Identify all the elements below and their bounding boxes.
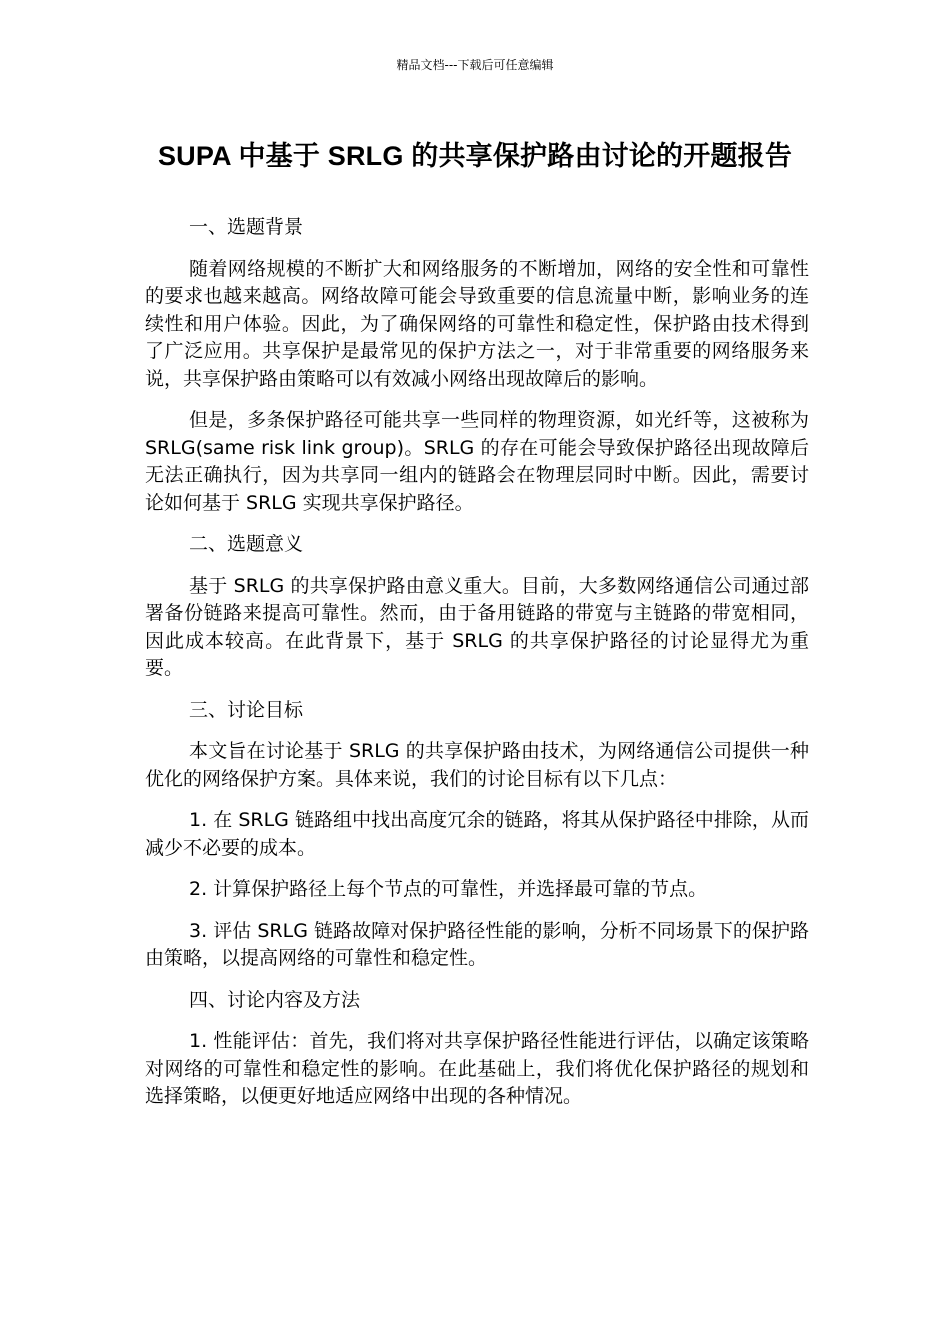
section-heading-significance: 二、选题意义 bbox=[189, 533, 304, 555]
list-item-objective-3: 3. 评估 SRLG 链路故障对保护路径性能的影响，分析不同场景下的保护路由策略，以提高网络的可靠性和稳定性。 bbox=[145, 919, 809, 969]
section-heading-background: 一、选题背景 bbox=[189, 216, 304, 238]
document-body bbox=[145, 214, 809, 1125]
paragraph-background-2: 但是，多条保护路径可能共享一些同样的物理资源，如光纤等，这被称为 SRLG(same risk link group)。SRLG 的存在可能会导致保护路径出现故障后无法正确执行，因为共享同一组内的链路会在物理层同时中断。因此，需要讨论如何基于 SRLG 实现共享保护路径。 bbox=[145, 409, 809, 514]
paragraph-background-1: 随着网络规模的不断扩大和网络服务的不断增加，网络的安全性和可靠性的要求也越来越高。网络故障可能会导致重要的信息流量中断，影响业务的连续性和用户体验。因此，为了确保网络的可靠性和稳定性，保护路由技术得到了广泛应用。共享保护是最常见的保护方法之一，对于非常重要的网络服务来说，共享保护路由策略可以有效减小网络出现故障后的影响。 bbox=[145, 257, 809, 390]
section-heading-objectives: 三、讨论目标 bbox=[189, 698, 304, 721]
page-header-note: 精品文档---下载后可任意编辑 bbox=[396, 58, 554, 72]
paragraph-significance: 基于 SRLG 的共享保护路由意义重大。目前，大多数网络通信公司通过部署备份链路来提高可靠性。然而，由于备用链路的带宽与主链路的带宽相同，因此成本较高。在此背景下，基于 SRLG 的共享保护路径的讨论显得尤为重要。 bbox=[145, 574, 809, 679]
document-title: SUPA 中基于 SRLG 的共享保护路由讨论的开题报告 bbox=[157, 141, 793, 171]
section-heading-methods: 四、讨论内容及方法 bbox=[189, 988, 361, 1011]
list-item-method-1: 1. 性能评估：首先，我们将对共享保护路径性能进行评估，以确定该策略对网络的可靠性和稳定性的影响。在此基础上，我们将优化保护路径的规划和选择策略，以便更好地适应网络中出现的各种情况。 bbox=[145, 1030, 809, 1107]
list-item-objective-2: 2. 计算保护路径上每个节点的可靠性，并选择最可靠的节点。 bbox=[189, 878, 708, 900]
list-item-objective-1: 1. 在 SRLG 链路组中找出高度冗余的链路，将其从保护路径中排除，从而减少不必要的成本。 bbox=[145, 809, 809, 859]
paragraph-objectives-intro: 本文旨在讨论基于 SRLG 的共享保护路由技术，为网络通信公司提供一种优化的网络保护方案。具体来说，我们的讨论目标有以下几点： bbox=[145, 740, 809, 790]
